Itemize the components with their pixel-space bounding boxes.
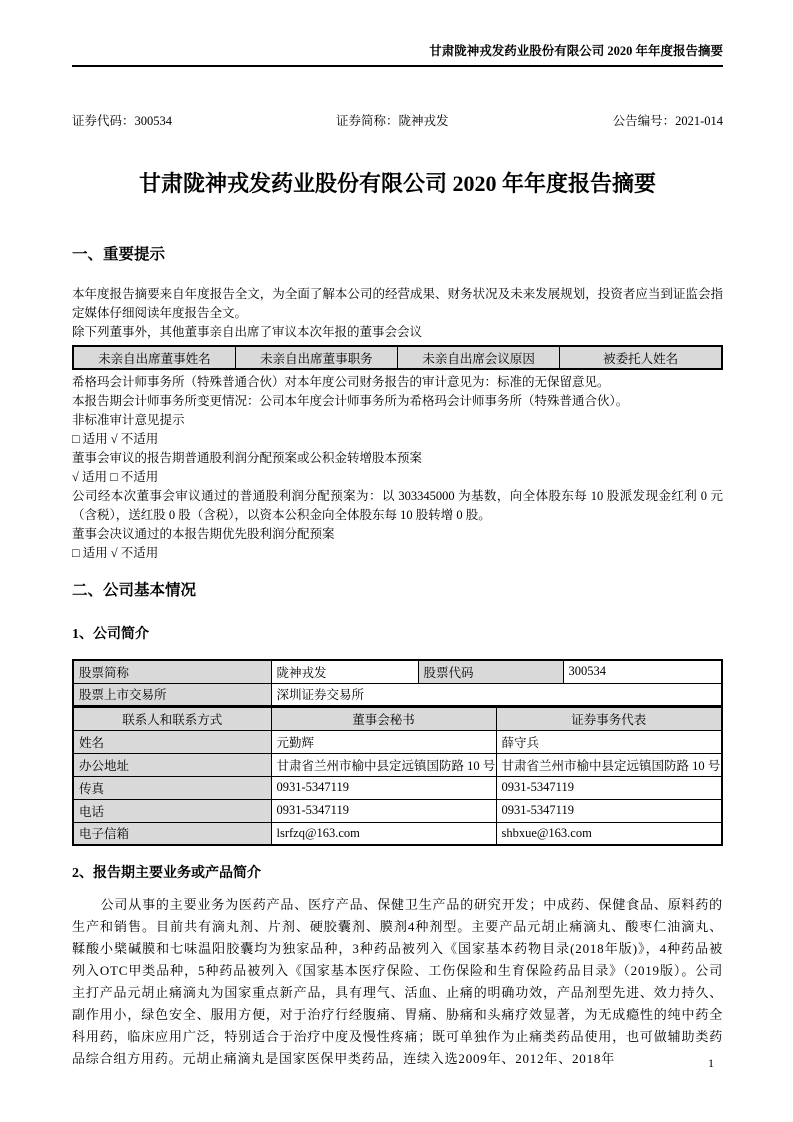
rep-name-value: 薛守兵 (496, 730, 722, 753)
secretary-phone-value: 0931-5347119 (271, 799, 496, 822)
rep-address-value: 甘肃省兰州市榆中县定远镇国防路 10 号 (496, 753, 722, 776)
secretary-email-value: lsrfzq@163.com (271, 822, 496, 845)
contact-header-row (73, 707, 722, 730)
accounting-firm-change-line: 本报告期会计师事务所变更情况：公司本年度会计师事务所为希格玛会计师事务所（特殊普通合伙）。 (72, 394, 629, 408)
absent-director-name-header: 未亲自出席董事姓名 (73, 346, 235, 369)
business-overview-paragraph: 公司从事的主要业务为医药产品、医疗产品、保健卫生产品的研究开发；中成药、保健食品、原料药的生产和销售。目前共有滴丸剂、片剂、硬胶囊剂、膜剂4种剂型。主要产品元胡止痛滴丸、酸枣仁油滴丸、鞣酸小檗碱膜和七味温阳胶囊均为独家品种，3种药品被列入《国家基本药物目录(2018年版)》，4种药品被列入OTC甲类品种，5种药品被列入《国家基本医疗保险、工伤保险和生育保险药品目录》（2019版）。公司主打产品元胡止痛滴丸为国家重点新产品，具有理气、活血、止痛的明确功效，产品剂型先进、效力持久、副作用小，绿色安全、服用方便，对于治疗行经腹痛、胃痛、胁痛和头痛疗效显著，为无成瘾性的纯中药全科用药，临床应用广泛，特别适合于治疗中度及慢性疼痛；既可单独作为止痛类药品使用，也可做辅助类药品综合组方用药。元胡止痛滴丸是国家医保甲类药品，连续入选2009年、2012年、2018年 (72, 897, 723, 1066)
fax-label: 传真 (73, 776, 271, 799)
secretary-fax-value: 0931-5347119 (271, 776, 496, 799)
listing-exchange-value: 深圳证券交易所 (271, 683, 722, 706)
contact-name-row (73, 730, 722, 753)
audit-opinion-line: 希格玛会计师事务所（特殊普通合伙）对本年度公司财务报告的审计意见为：标准的无保留意见。 (72, 375, 610, 389)
contact-method-header: 联系人和联系方式 (73, 707, 271, 730)
secretary-name-value: 元勤辉 (271, 730, 496, 753)
stock-code-cell-value: 300534 (563, 660, 722, 683)
nonstandard-audit-checkbox-line: □ 适用 √ 不适用 (72, 432, 159, 446)
listing-exchange-row (73, 683, 722, 706)
name-label: 姓名 (73, 730, 271, 753)
phone-label: 电话 (73, 799, 271, 822)
absent-reason-header: 未亲自出席会议原因 (398, 346, 560, 369)
dividend-plan-detail-line: 公司经本次董事会审议通过的普通股利润分配预案为：以 303345000 为基数，向全体股东每 10 股派发现金红利 0 元（含税），送红股 0 股（含税），以资本公积金向全体股东每 10 股转增 0 股。 (72, 489, 723, 522)
stock-short-name-cell-value: 陇神戎发 (271, 660, 418, 683)
stock-name-row (73, 660, 722, 683)
stock-short-name-label: 证券简称：陇神戎发 (336, 114, 449, 128)
absent-directors-table (72, 345, 723, 370)
stock-short-name-cell-label: 股票简称 (73, 660, 271, 683)
contact-address-row (73, 753, 722, 776)
business-overview-subheading: 2、报告期主要业务或产品简介 (72, 866, 261, 881)
rep-fax-value: 0931-5347119 (496, 776, 722, 799)
listing-exchange-label: 股票上市交易所 (73, 683, 271, 706)
company-profile-subheading: 1、公司简介 (72, 627, 149, 642)
preferred-stock-plan-line: 董事会决议通过的本报告期优先股利润分配预案 (72, 527, 335, 541)
stock-code-label: 证券代码：300534 (72, 114, 173, 128)
running-header-title: 甘肃陇神戎发药业股份有限公司 2020 年年度报告摘要 (429, 44, 723, 58)
section-company-heading: 二、公司基本情况 (72, 582, 197, 599)
running-header (72, 44, 723, 67)
secretary-address-value: 甘肃省兰州市榆中县定远镇国防路 10 号 (271, 753, 496, 776)
stock-code-cell-label: 股票代码 (418, 660, 563, 683)
address-label: 办公地址 (73, 753, 271, 776)
contact-email-row (73, 822, 722, 845)
rep-email-value: shbxue@163.com (496, 822, 722, 845)
nonstandard-audit-hint-line: 非标准审计意见提示 (72, 413, 185, 427)
document-title: 甘肃陇神戎发药业股份有限公司 2020 年年度报告摘要 (138, 171, 656, 196)
announcement-no-label: 公告编号：2021-014 (612, 114, 723, 128)
email-label: 电子信箱 (73, 822, 271, 845)
delegate-name-header: 被委托人姓名 (560, 346, 722, 369)
section-important-heading: 一、重要提示 (72, 246, 166, 263)
page-number: 1 (708, 1056, 714, 1070)
rep-phone-value: 0931-5347119 (496, 799, 722, 822)
securities-info-bar (72, 113, 723, 129)
contact-phone-row (73, 799, 722, 822)
preferred-stock-checkbox-line: □ 适用 √ 不适用 (72, 546, 159, 560)
directors-attendance-paragraph: 除下列董事外，其他董事亲自出席了审议本次年报的董事会会议 (72, 325, 423, 339)
company-profile-table-top (72, 659, 723, 707)
profit-distribution-checkbox-line: √ 适用 □ 不适用 (72, 470, 159, 484)
absent-directors-header-row (73, 346, 722, 369)
securities-rep-header: 证券事务代表 (496, 707, 722, 730)
profit-distribution-plan-line: 董事会审议的报告期普通股利润分配预案或公积金转增股本预案 (72, 451, 423, 465)
board-secretary-header: 董事会秘书 (271, 707, 496, 730)
contact-fax-row (73, 776, 722, 799)
company-contact-table (72, 706, 723, 846)
intro-paragraph: 本年度报告摘要来自年度报告全文，为全面了解本公司的经营成果、财务状况及未来发展规划，投资者应当到证监会指定媒体仔细阅读年度报告全文。 (72, 287, 723, 320)
absent-director-position-header: 未亲自出席董事职务 (235, 346, 397, 369)
